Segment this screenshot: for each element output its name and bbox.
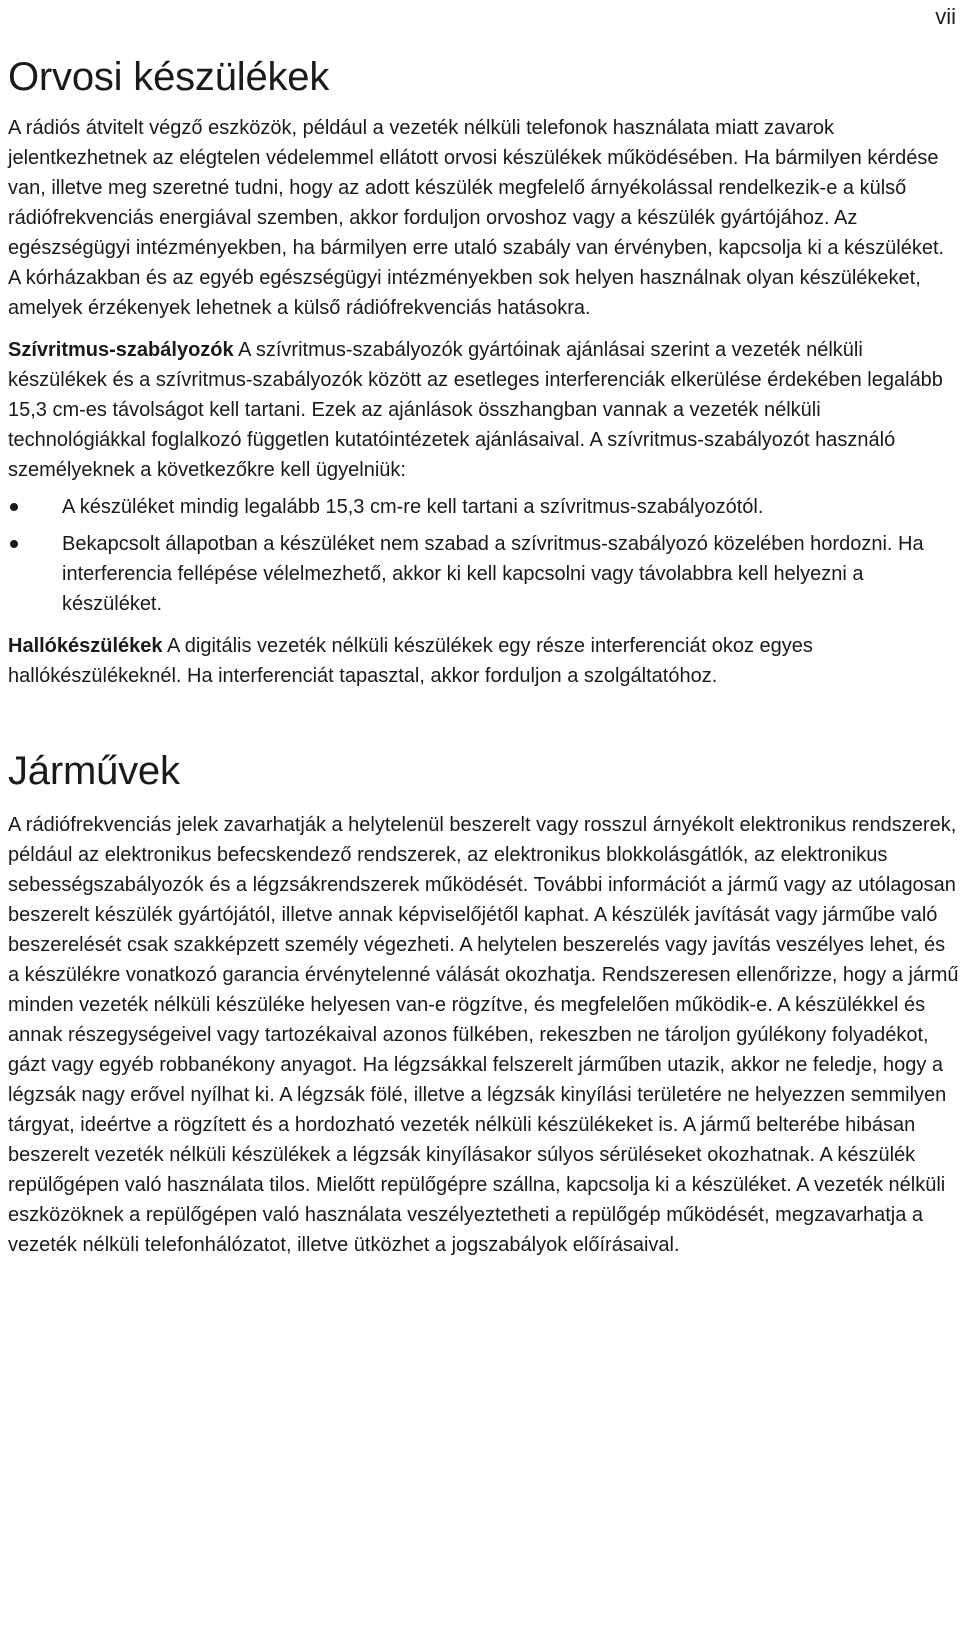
bullet-icon xyxy=(10,503,18,511)
hearing-aid-lead: Hallókészülékek xyxy=(8,635,163,657)
bullet-icon xyxy=(10,540,18,548)
bullet-text: A készüléket mindig legalább 15,3 cm-re kell tartani a szívritmus-szabályozótól. xyxy=(62,496,764,518)
list-item xyxy=(8,529,960,619)
section-title-vehicles: Járművek xyxy=(8,749,180,793)
pacemaker-paragraph xyxy=(8,335,960,485)
section-title-medical: Orvosi készülékek xyxy=(8,55,330,99)
pacemaker-lead: Szívritmus-szabályozók xyxy=(8,339,234,361)
hearing-aid-paragraph xyxy=(8,631,960,691)
pacemaker-bullet-list xyxy=(8,492,960,619)
medical-intro-paragraph: A rádiós átvitelt végző eszközök, például a vezeték nélküli telefonok használata miatt zavarok jelentkezhetnek az elégtelen védelemmel ellátott orvosi készülékek működésében. Ha bármilyen kérdése van, illetve meg szeretné tudni, hogy az adott készülék megfelelő árnyékolással rendelkezik-e a külső rádiófrekvenciás energiával szemben, akkor forduljon orvoshoz vagy a készülék gyártójához. Az egészségügyi intézményekben, ha bármilyen erre utaló szabály van érvényben, kapcsolja ki a készüléket. A kórházakban és az egyéb egészségügyi intézményekben sok helyen használnak olyan készülékeket, amelyek érzékenyek lehetnek a külső rádiófrekvenciás hatásokra. xyxy=(8,117,945,319)
page-number: vii xyxy=(935,4,956,29)
vehicles-paragraph: A rádiófrekvenciás jelek zavarhatják a helytelenül beszerelt vagy rosszul árnyékolt elektronikus rendszerek, például az elektronikus befecskendező rendszerek, az elektronikus blokkolásgátlók, az elektronikus sebességszabályozók és a légzsákrendszerek működését. További információt a jármű vagy az utólagosan beszerelt készülék gyártójától, illetve annak képviselőjétől kaphat. A készülék javítását vagy járműbe való beszerelését csak szakképzett személy végezheti. A helytelen beszerelés vagy javítás veszélyes lehet, és a készülékre vonatkozó garancia érvénytelenné válását okozhatja. Rendszeresen ellenőrizze, hogy a jármű minden vezeték nélküli készüléke helyesen van-e rögzítve, és megfelelően működik-e. A készülékkel és annak részegységeivel vagy tartozékaival azonos fülkében, rekeszben ne tároljon gyúlékony folyadékot, gázt vagy egyéb robbanékony anyagot. Ha légzsákkal felszerelt járműben utazik, akkor ne feledje, hogy a légzsák nagy erővel nyílhat ki. A légzsák fölé, illetve a légzsák kinyílási területére ne helyezzen semmilyen tárgyat, ideértve a rögzített és a hordozható vezeték nélküli készülékeket is. A jármű belterébe hibásan beszerelt vezeték nélküli készülékek a légzsák kinyílásakor súlyos sérüléseket okozhatnak. A készülék repülőgépen való használata tilos. Mielőtt repülőgépre szállna, kapcsolja ki a készüléket. A vezeték nélküli eszközöknek a repülőgépen való használata veszélyeztetheti a repülőgép működését, megzavarhatja a vezeték nélküli telefonhálózatot, illetve ütközhet a jogszabályok előírásaival. xyxy=(8,814,959,1256)
hearing-aid-text: A digitális vezeték nélküli készülékek egy része interferenciát okoz egyes hallókészülékeknél. Ha interferenciát tapasztal, akkor forduljon a szolgáltatóhoz. xyxy=(8,635,813,687)
list-item xyxy=(8,492,960,522)
document-body xyxy=(8,0,960,1260)
bullet-text: Bekapcsolt állapotban a készüléket nem szabad a szívritmus-szabályozó közelében hordozni. Ha interferencia fellépése vélelmezhető, akkor ki kell kapcsolni vagy távolabbra kell helyezni a készüléket. xyxy=(62,533,924,615)
pacemaker-text: A szívritmus-szabályozók gyártóinak ajánlásai szerint a vezeték nélküli készülékek és a szívritmus-szabályozók között az esetleges interferenciák elkerülése érdekében legalább 15,3 cm-es távolságot kell tartani. Ezek az ajánlások összhangban vannak a vezeték nélküli technológiákkal foglalkozó független kutatóintézetek ajánlásaival. A szívritmus-szabályozót használó személyeknek a következőkre kell ügyelniük: xyxy=(8,339,943,481)
